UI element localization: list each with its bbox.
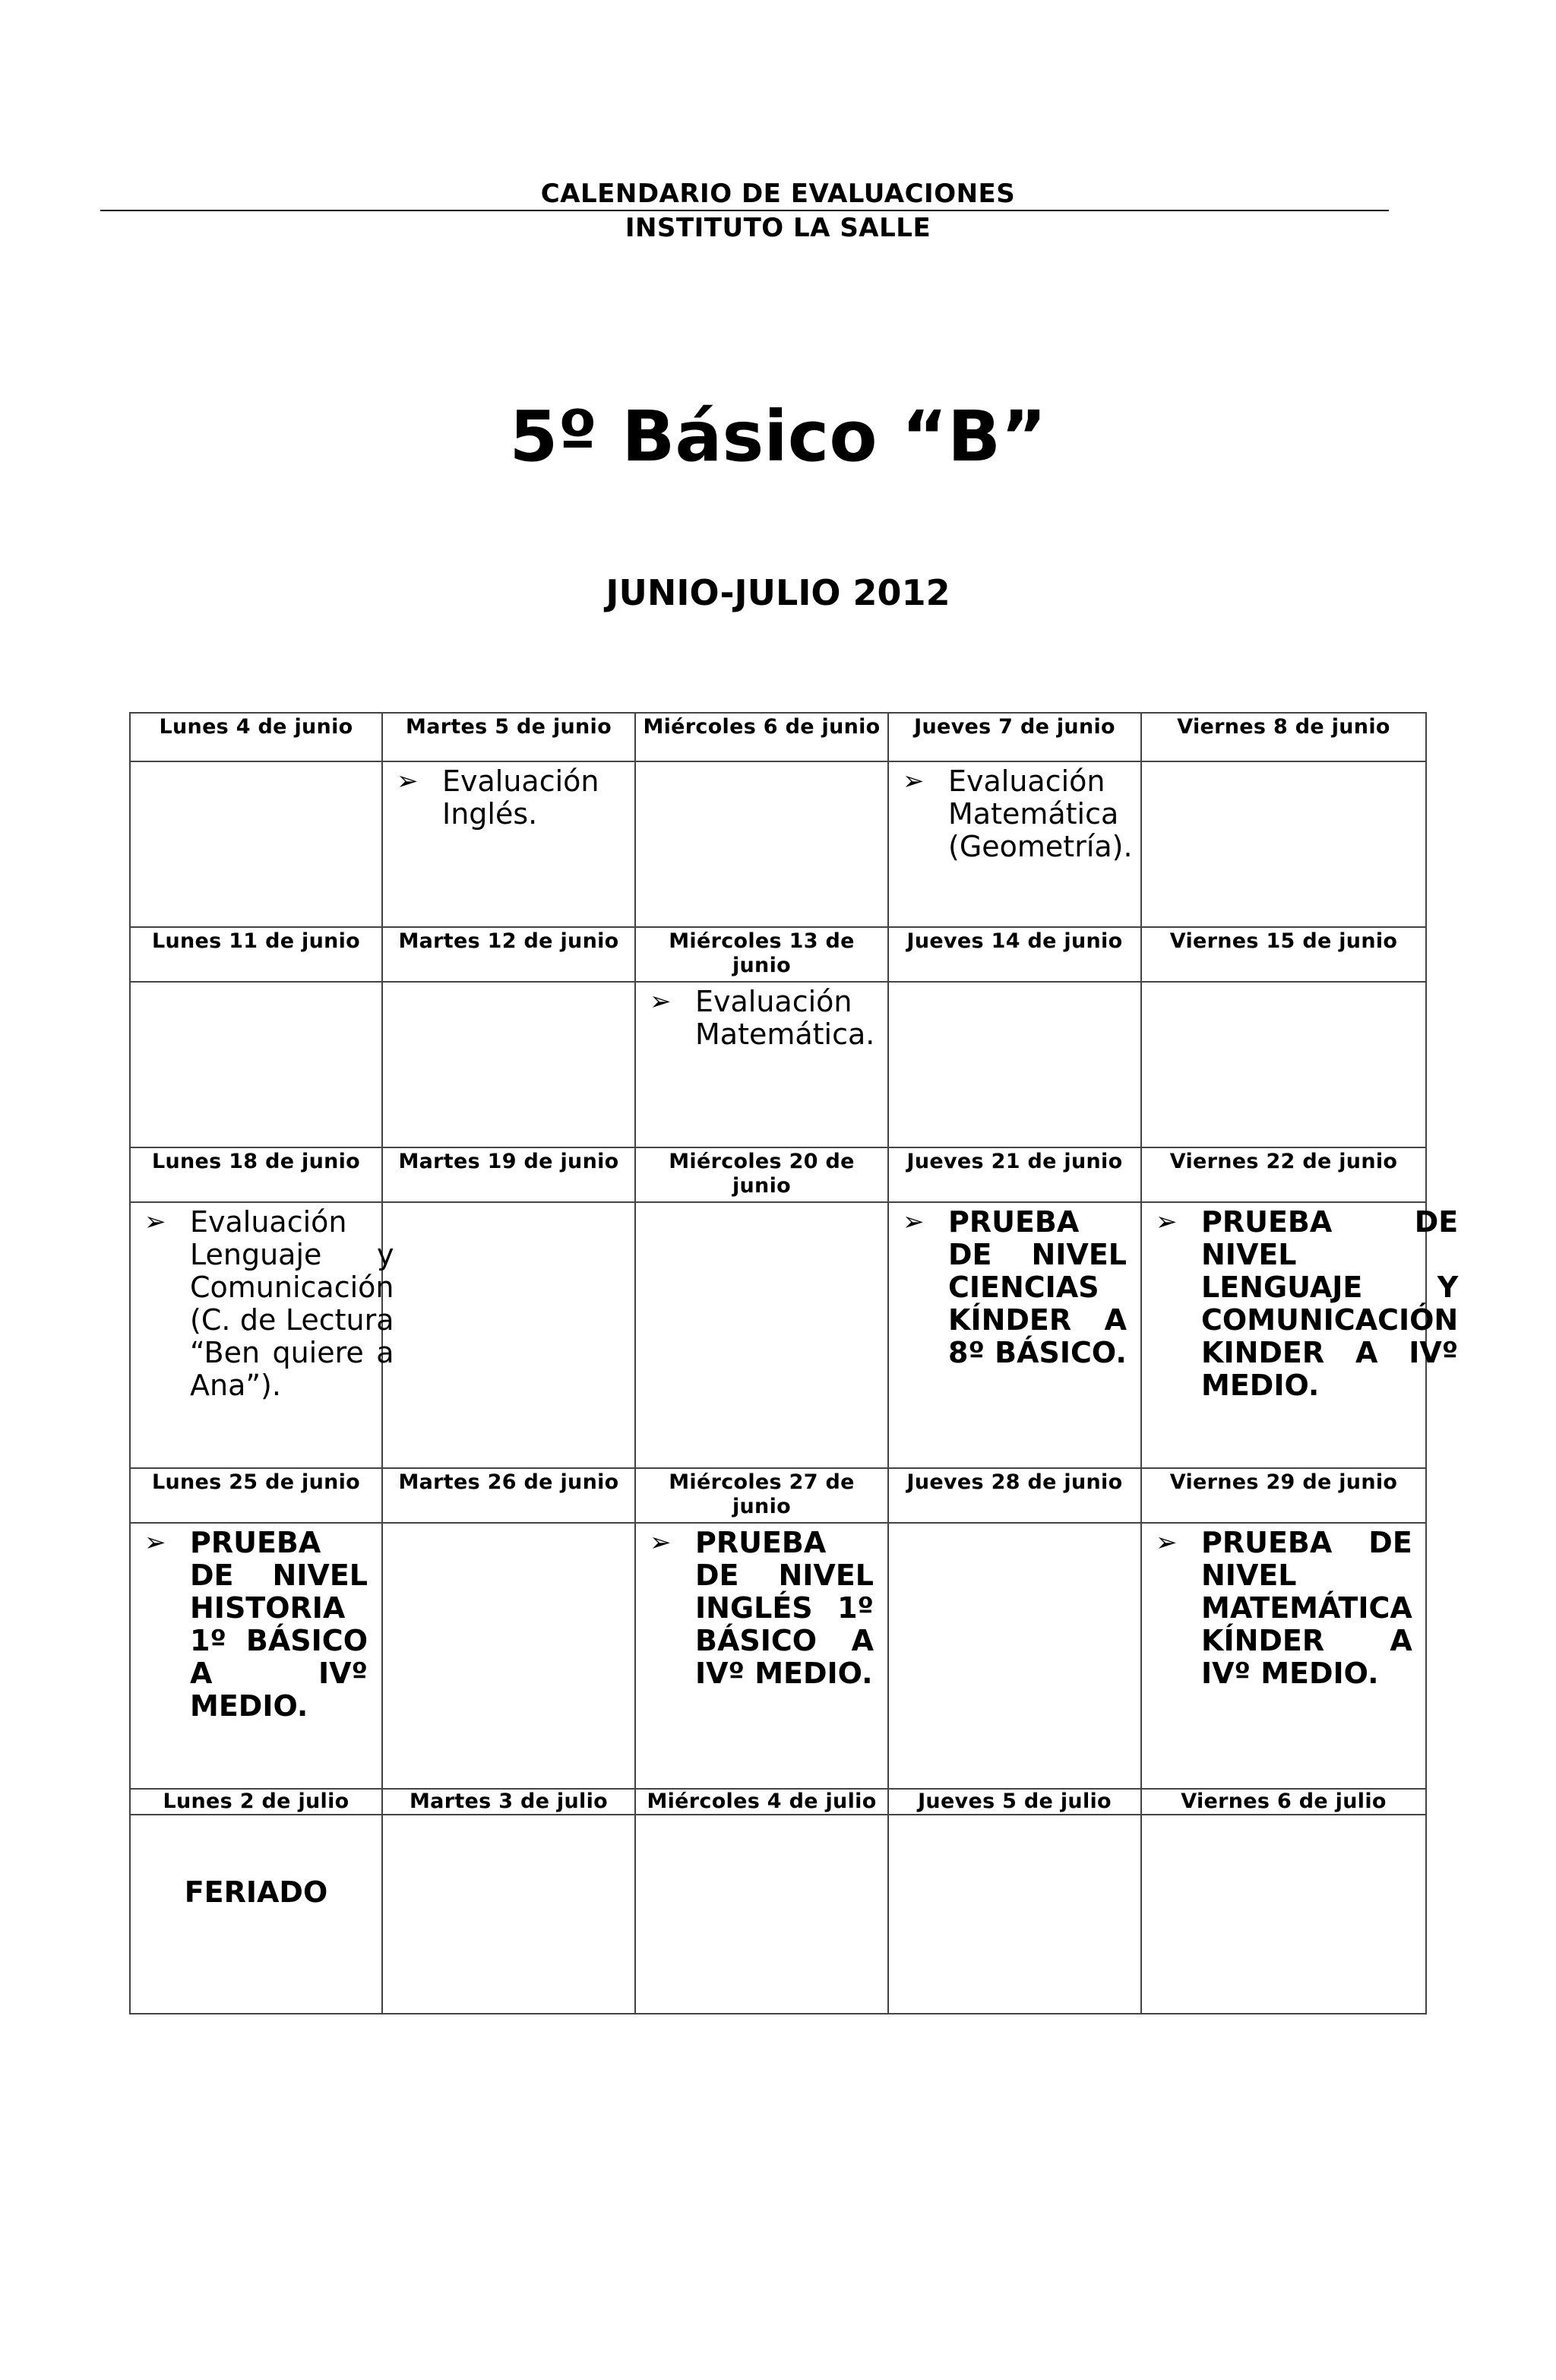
header-title: CALENDARIO DE EVALUACIONES — [540, 179, 1016, 209]
event-cell — [635, 761, 888, 927]
event-item — [636, 986, 887, 1051]
period-title: JUNIO-JULIO 2012 — [606, 572, 950, 613]
events-row — [130, 1815, 1426, 2014]
event-item — [889, 765, 1140, 863]
evaluation-calendar-table — [129, 712, 1459, 2014]
event-cell — [1141, 1202, 1459, 1468]
event-cell — [1141, 1815, 1426, 2014]
event-cell — [1141, 982, 1426, 1147]
day-header: Lunes 25 de junio — [130, 1468, 382, 1523]
event-item — [1142, 1205, 1459, 1402]
event-text: PRUEBA DE NIVEL LENGUAJE Y COMUNICACIÓN KINDER A IVº MEDIO. — [1201, 1205, 1459, 1402]
event-text: Evaluación Matemática (Geometría). — [948, 764, 1133, 863]
day-header: Jueves 28 de junio — [888, 1468, 1141, 1523]
day-header: Martes 3 de julio — [382, 1789, 635, 1815]
event-text: Evaluación Lenguaje y Comunicación (C. de Lectura “Ben quiere a Ana”). — [190, 1205, 394, 1402]
event-item — [131, 1527, 381, 1723]
arrow-bullet-icon: ➢ — [1156, 1527, 1178, 1558]
arrow-bullet-icon: ➢ — [144, 1207, 166, 1237]
event-item — [636, 1527, 887, 1690]
event-cell — [382, 982, 635, 1147]
day-header: Jueves 7 de junio — [888, 713, 1141, 761]
day-header: Miércoles 20 de junio — [635, 1147, 888, 1202]
arrow-bullet-icon: ➢ — [650, 986, 672, 1017]
event-cell — [130, 1202, 394, 1468]
event-item — [131, 1205, 394, 1402]
day-header-row — [130, 1468, 1426, 1523]
event-cell — [635, 1202, 888, 1468]
event-cell — [130, 761, 382, 927]
course-title: 5º Básico “B” — [509, 396, 1047, 477]
day-header-row — [130, 927, 1426, 982]
event-item — [889, 1206, 1140, 1369]
day-header: Jueves 14 de junio — [888, 927, 1141, 982]
day-header: Miércoles 27 de junio — [635, 1468, 888, 1523]
event-cell — [130, 982, 382, 1147]
event-text: PRUEBA DE NIVEL MATEMÁTICA KÍNDER A IVº MEDIO. — [1201, 1526, 1412, 1690]
event-cell — [1141, 761, 1426, 927]
event-cell — [635, 982, 888, 1147]
day-header: Miércoles 4 de julio — [635, 1789, 888, 1815]
event-cell — [888, 982, 1141, 1147]
event-cell — [382, 761, 635, 927]
events-row — [130, 982, 1426, 1147]
day-header-row — [130, 713, 1426, 761]
day-header: Jueves 5 de julio — [888, 1789, 1141, 1815]
day-header: Lunes 2 de julio — [130, 1789, 382, 1815]
event-cell — [635, 1815, 888, 2014]
header-institution: INSTITUTO LA SALLE — [625, 213, 931, 243]
day-header: Jueves 21 de junio — [888, 1147, 1141, 1202]
event-item — [383, 765, 634, 831]
event-text: PRUEBA DE NIVEL CIENCIAS KÍNDER A 8º BÁSICO. — [948, 1205, 1127, 1369]
day-header: Martes 26 de junio — [382, 1468, 635, 1523]
event-text: Evaluación Matemática. — [695, 985, 875, 1051]
day-header: Viernes 15 de junio — [1141, 927, 1426, 982]
day-header: Lunes 18 de junio — [130, 1147, 382, 1202]
day-header: Viernes 29 de junio — [1141, 1468, 1426, 1523]
event-text: PRUEBA DE NIVEL HISTORIA 1º BÁSICO A IVº MEDIO. — [190, 1526, 368, 1723]
event-cell — [382, 1523, 635, 1789]
event-item — [1142, 1527, 1425, 1690]
day-header: Viernes 22 de junio — [1141, 1147, 1426, 1202]
event-cell — [382, 1815, 635, 2014]
event-cell — [888, 1523, 1141, 1789]
event-cell — [382, 1202, 635, 1468]
day-header-row — [130, 1147, 1426, 1202]
event-text: PRUEBA DE NIVEL INGLÉS 1º BÁSICO A IVº MEDIO. — [695, 1526, 874, 1690]
day-header: Viernes 8 de junio — [1141, 713, 1426, 761]
events-row — [130, 1202, 1426, 1468]
arrow-bullet-icon: ➢ — [903, 1207, 925, 1237]
event-cell — [888, 761, 1141, 927]
arrow-bullet-icon: ➢ — [1156, 1207, 1178, 1237]
arrow-bullet-icon: ➢ — [397, 766, 419, 796]
arrow-bullet-icon: ➢ — [650, 1527, 672, 1558]
day-header: Martes 19 de junio — [382, 1147, 635, 1202]
day-header: Miércoles 6 de junio — [635, 713, 888, 761]
day-header: Martes 12 de junio — [382, 927, 635, 982]
day-header: Lunes 4 de junio — [130, 713, 382, 761]
event-cell — [1141, 1523, 1426, 1789]
day-header: Lunes 11 de junio — [130, 927, 382, 982]
day-header: Miércoles 13 de junio — [635, 927, 888, 982]
event-cell — [130, 1815, 382, 2014]
arrow-bullet-icon: ➢ — [144, 1527, 166, 1558]
event-cell — [888, 1815, 1141, 2014]
holiday-label: FERIADO — [184, 1875, 328, 1909]
event-cell — [130, 1523, 382, 1789]
day-header-row — [130, 1789, 1426, 1815]
day-header: Martes 5 de junio — [382, 713, 635, 761]
event-cell — [888, 1202, 1141, 1468]
event-cell — [635, 1523, 888, 1789]
events-row — [130, 1523, 1426, 1789]
events-row — [130, 761, 1426, 927]
day-header: Viernes 6 de julio — [1141, 1789, 1426, 1815]
arrow-bullet-icon: ➢ — [903, 766, 925, 796]
event-text: Evaluación Inglés. — [442, 764, 599, 831]
